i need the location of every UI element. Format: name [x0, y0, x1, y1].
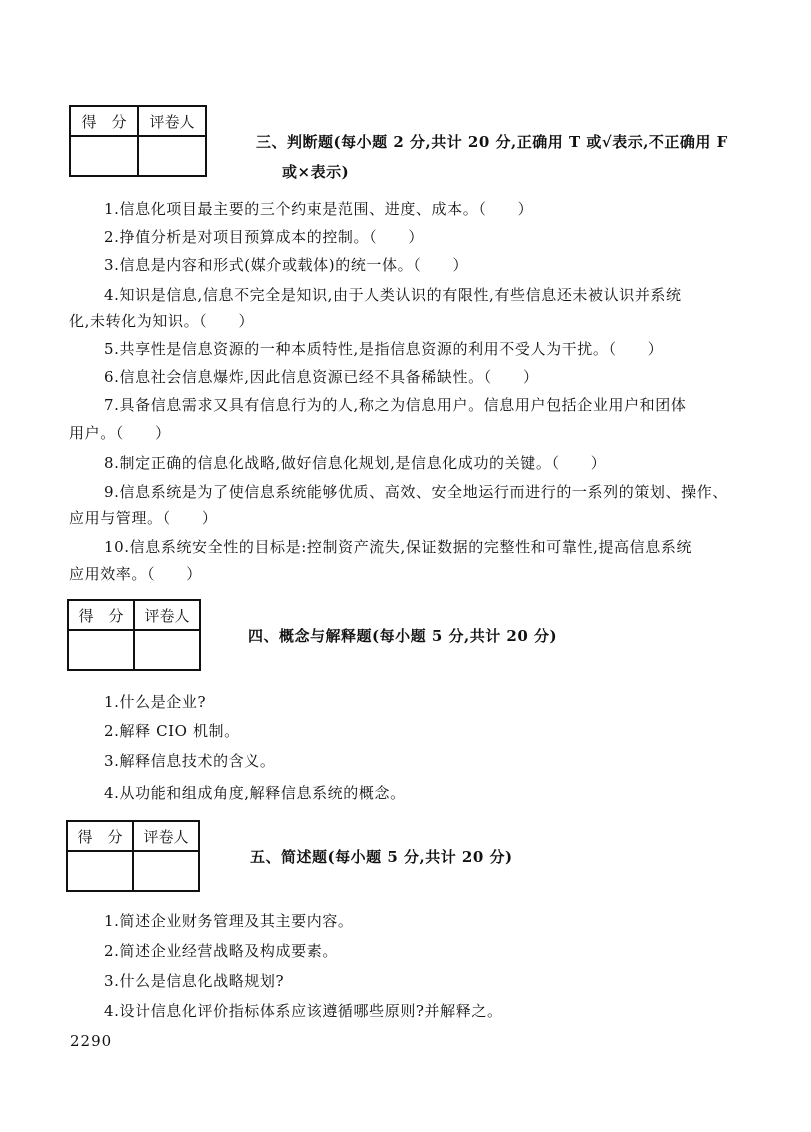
- question-line: 1.信息化项目最主要的三个约束是范围、进度、成本。（ ）: [104, 200, 534, 218]
- grader-cell: [133, 851, 199, 891]
- question-line: 2.挣值分析是对项目预算成本的控制。（ ）: [104, 228, 425, 246]
- page-code: 2290: [70, 1032, 113, 1050]
- question-line: 7.具备信息需求又具有信息行为的人,称之为信息用户。信息用户包括企业用户和团体: [104, 396, 687, 414]
- question-line: 3.信息是内容和形式(媒介或载体)的统一体。（ ）: [104, 256, 469, 274]
- question-line: 10.信息系统安全性的目标是:控制资产流失,保证数据的完整性和可靠性,提高信息系统: [104, 538, 693, 556]
- question-line: 应用效率。（ ）: [69, 565, 202, 583]
- score-header: 得 分: [70, 106, 138, 136]
- grader-header: 评卷人: [133, 821, 199, 851]
- question-line: 4.知识是信息,信息不完全是知识,由于人类认识的有限性,有些信息还未被认识并系统: [104, 286, 682, 304]
- question-line: 1.简述企业财务管理及其主要内容。: [104, 912, 354, 930]
- score-box-section5: [66, 820, 200, 892]
- question-line: 3.什么是信息化战略规划?: [104, 972, 285, 990]
- question-line: 化,未转化为知识。（ ）: [69, 312, 255, 330]
- question-line: 4.设计信息化评价指标体系应该遵循哪些原则?并解释之。: [104, 1002, 503, 1020]
- score-header: 得 分: [67, 821, 133, 851]
- grader-header: 评卷人: [138, 106, 206, 136]
- section5-title: 五、简述题(每小题 5 分,共计 20 分): [250, 848, 513, 866]
- question-line: 6.信息社会信息爆炸,因此信息资源已经不具备稀缺性。（ ）: [104, 368, 539, 386]
- grader-cell: [134, 630, 200, 670]
- grader-cell: [138, 136, 206, 176]
- section3-title-line1: 三、判断题(每小题 2 分,共计 20 分,正确用 T 或√表示,不正确用 F: [256, 133, 728, 151]
- question-line: 1.什么是企业?: [104, 693, 207, 711]
- question-line: 9.信息系统是为了使信息系统能够优质、高效、安全地运行而进行的一系列的策划、操作、: [104, 483, 728, 501]
- score-box-section4: [67, 599, 201, 671]
- question-line: 4.从功能和组成角度,解释信息系统的概念。: [104, 784, 406, 802]
- question-line: 2.解释 CIO 机制。: [104, 722, 240, 740]
- question-line: 2.简述企业经营战略及构成要素。: [104, 942, 338, 960]
- grader-header: 评卷人: [134, 600, 200, 630]
- section4-title: 四、概念与解释题(每小题 5 分,共计 20 分): [248, 627, 558, 645]
- score-cell: [67, 851, 133, 891]
- question-line: 应用与管理。（ ）: [69, 509, 218, 527]
- question-line: 用户。（ ）: [69, 424, 171, 442]
- question-line: 5.共享性是信息资源的一种本质特性,是指信息资源的利用不受人为干扰。（ ）: [104, 340, 664, 358]
- score-header: 得 分: [68, 600, 134, 630]
- score-cell: [68, 630, 134, 670]
- section3-title-line2: 或×表示): [282, 163, 350, 181]
- question-line: 8.制定正确的信息化战略,做好信息化规划,是信息化成功的关键。（ ）: [104, 454, 607, 472]
- score-box-section3: [69, 105, 207, 177]
- question-line: 3.解释信息技术的含义。: [104, 752, 276, 770]
- score-cell: [70, 136, 138, 176]
